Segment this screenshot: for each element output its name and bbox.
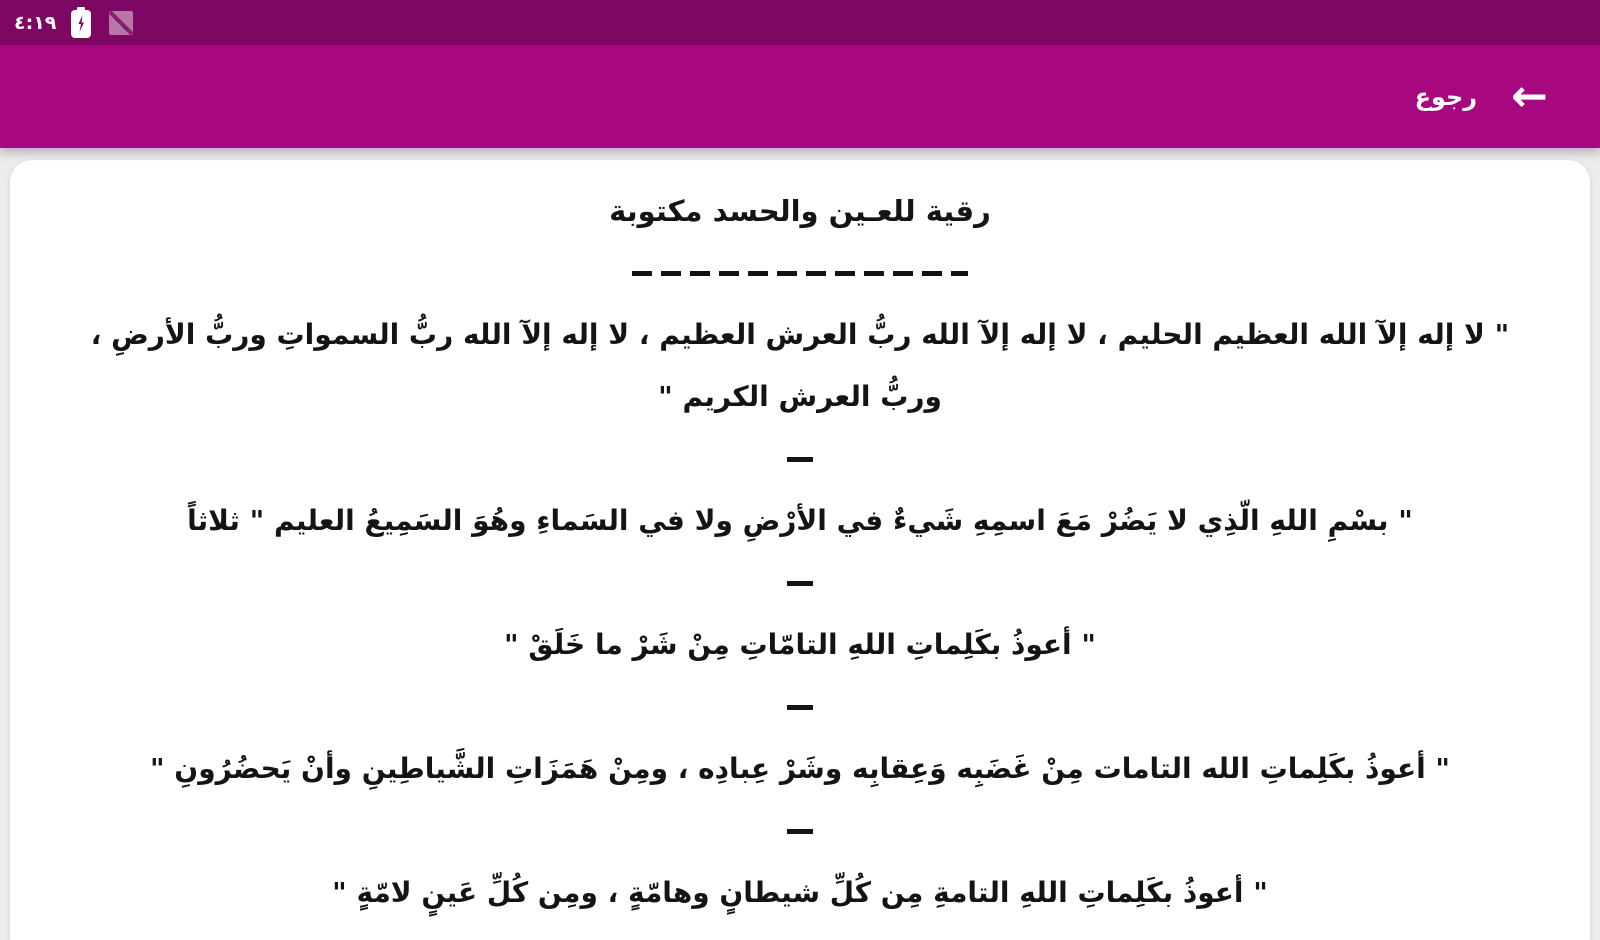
separator-row bbox=[68, 676, 1532, 738]
paragraph-divider bbox=[787, 829, 813, 834]
ruqyah-content bbox=[68, 180, 1532, 924]
ruqyah-paragraph: " لا إله إلآ الله العظيم الحليم ، لا إله إلآ الله ربُّ العرش العظيم ، لا إله إلآ الله ربُّ السمواتِ وربُّ الأرضِ ، وربُّ العرش الكريم " bbox=[90, 318, 1510, 413]
title-divider bbox=[632, 271, 968, 276]
back-button-label[interactable]: رجوع bbox=[1414, 82, 1478, 111]
muted-notifications-icon bbox=[106, 8, 136, 38]
ruqyah-paragraph: " أعوذُ بكَلِماتِ اللهِ التامّاتِ مِنْ شَرْ ما خَلَقْ " bbox=[504, 628, 1096, 661]
separator-row bbox=[68, 428, 1532, 490]
paragraph-divider bbox=[787, 581, 813, 586]
ruqyah-paragraph: " أعوذُ بكَلِماتِ اللهِ التامةِ مِن كُلِّ شيطانٍ وهامّةٍ ، ومِن كُلِّ عَينٍ لامّةٍ " bbox=[332, 876, 1268, 909]
content-card bbox=[10, 160, 1590, 940]
content-blocks bbox=[68, 242, 1532, 924]
battery-icon bbox=[70, 7, 92, 39]
ruqyah-paragraph: " أعوذُ بكَلِماتِ الله التامات مِنْ غَضَبِه وَعِقابِه وشَرْ عِبادِه ، ومِنْ هَمَزَاتِ الشَّياطِينِ وأنْ يَحضُرُونِ " bbox=[149, 752, 1451, 785]
paragraph-divider bbox=[787, 705, 813, 710]
back-arrow-icon[interactable]: ← bbox=[1511, 70, 1548, 122]
status-time: ٤:١٩ bbox=[14, 11, 57, 34]
app-bar bbox=[0, 45, 1600, 148]
status-bar bbox=[0, 0, 1600, 45]
separator-row bbox=[68, 242, 1532, 304]
ruqyah-paragraph: " بسْمِ اللهِ الّذِي لا يَضُرْ مَعَ اسمِهِ شَيءٌ في الأرْضِ ولا في السَماءِ وهُوَ السَمِيعُ العليم " ثلاثاً bbox=[187, 504, 1413, 537]
page-title: رقية للعـين والحسد مكتوبة bbox=[609, 194, 991, 228]
separator-row bbox=[68, 800, 1532, 862]
separator-row bbox=[68, 552, 1532, 614]
paragraph-divider bbox=[787, 457, 813, 462]
